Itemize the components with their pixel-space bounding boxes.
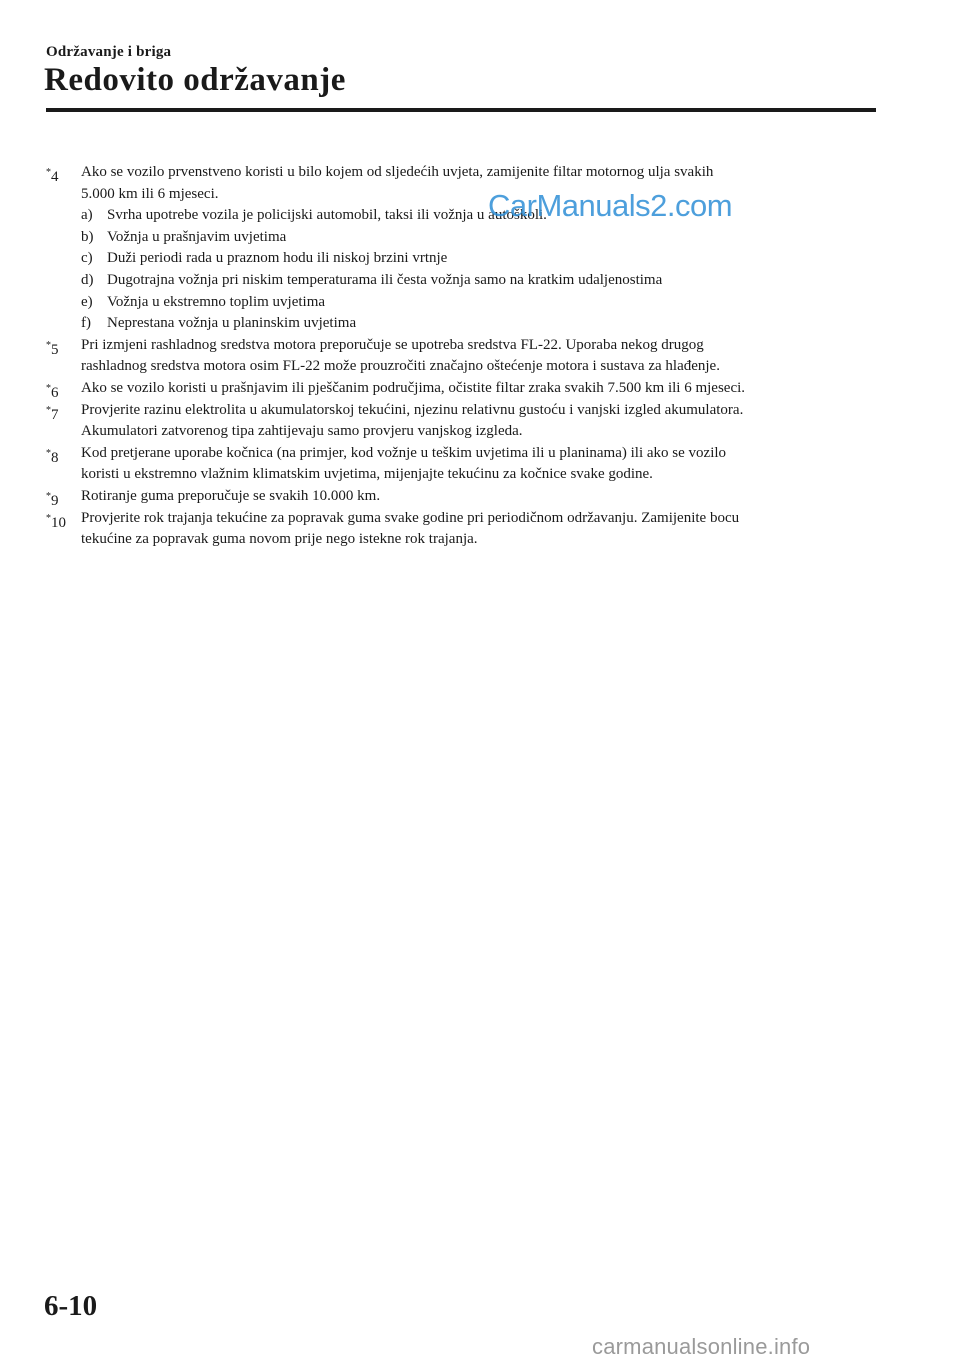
page-number: 6-10 bbox=[44, 1290, 98, 1322]
note-line: Rotiranje guma preporučuje se svakih 10.000 km. bbox=[81, 487, 381, 504]
list-item bbox=[81, 313, 876, 335]
section-label: Održavanje i briga bbox=[46, 44, 172, 60]
item-letter: b) bbox=[81, 228, 94, 245]
note-number: 5 bbox=[51, 341, 59, 358]
item-letter: f) bbox=[81, 315, 91, 332]
note-6 bbox=[46, 378, 876, 400]
item-letter: d) bbox=[81, 271, 94, 288]
note-8 bbox=[46, 443, 876, 486]
item-text: Vožnja u ekstremno toplim uvjetima bbox=[107, 293, 326, 310]
note-number: 6 bbox=[51, 384, 59, 401]
note-line: Ako se vozilo koristi u prašnjavim ili pješčanim područjima, očistite filtar zraka svakih 7.500 km ili 6 mjeseci. bbox=[81, 379, 746, 396]
item-text: Dugotrajna vožnja pri niskim temperaturama ili česta vožnja samo na kratkim udaljenostima bbox=[107, 271, 663, 288]
list-item bbox=[81, 205, 876, 227]
note-number: 7 bbox=[51, 406, 59, 423]
item-text: Svrha upotrebe vozila je policijski automobil, taksi ili vožnja u autoškoli. bbox=[107, 207, 547, 224]
item-letter: c) bbox=[81, 250, 93, 267]
item-letter: e) bbox=[81, 293, 93, 310]
item-letter: a) bbox=[81, 207, 93, 224]
asterisk-icon: * bbox=[46, 404, 51, 416]
list-item bbox=[81, 248, 876, 270]
note-line: Kod pretjerane uporabe kočnica (na primjer, kod vožnje u teškim uvjetima ili u planinama) ili ako se vozilo bbox=[81, 444, 727, 461]
asterisk-icon: * bbox=[46, 167, 51, 178]
watermark-carmanuals2: CarManuals2.com bbox=[488, 188, 733, 223]
notes-list bbox=[46, 162, 876, 551]
note-number: 4 bbox=[51, 169, 59, 185]
note-line: rashladnog sredstva motora osim FL-22 može prouzročiti značajno oštećenje motora i sustava za hlađenje. bbox=[81, 358, 720, 375]
watermark-carmanualsonline: carmanualsonline.info bbox=[592, 1334, 811, 1359]
note-number: 9 bbox=[51, 492, 59, 509]
asterisk-icon: * bbox=[46, 490, 51, 502]
note-9 bbox=[46, 486, 876, 508]
note-number: 10 bbox=[51, 514, 66, 531]
item-text: Vožnja u prašnjavim uvjetima bbox=[107, 228, 287, 245]
note-marker bbox=[46, 443, 59, 470]
note-line: 5.000 km ili 6 mjeseci. bbox=[81, 185, 219, 202]
list-item bbox=[81, 270, 876, 292]
note-line: Provjerite razinu elektrolita u akumulatorskoj tekućini, njezinu relativnu gustoću i vanjski izgled akumulatora. bbox=[81, 401, 744, 418]
title-rule bbox=[46, 108, 876, 112]
note-line: koristi u ekstremno vlažnim klimatskim uvjetima, mijenjajte tekućinu za kočnice svake godine. bbox=[81, 466, 653, 483]
asterisk-icon: * bbox=[46, 447, 51, 459]
note-5 bbox=[46, 335, 876, 378]
note-number: 8 bbox=[51, 449, 59, 466]
note-line: Ako se vozilo prvenstveno koristi u bilo kojem od sljedećih uvjeta, zamijenite filtar motornog ulja svakih bbox=[81, 164, 714, 180]
note-line: tekućine za popravak guma novom prije nego istekne rok trajanja. bbox=[81, 531, 478, 548]
note-line: Akumulatori zatvorenog tipa zahtijevaju samo provjeru vanjskog izgleda. bbox=[81, 423, 523, 440]
list-item bbox=[81, 292, 876, 314]
list-item bbox=[81, 227, 876, 249]
note-line: Provjerite rok trajanja tekućine za popravak guma svake godine pri periodičnom održavanju. Zamijenite bocu bbox=[81, 509, 740, 526]
note-line: Pri izmjeni rashladnog sredstva motora preporučuje se upotreba sredstva FL-22. Uporaba nekog drugog bbox=[81, 336, 704, 353]
note-10 bbox=[46, 508, 876, 551]
asterisk-icon: * bbox=[46, 382, 51, 394]
note-7 bbox=[46, 400, 876, 443]
note-4 bbox=[46, 162, 876, 335]
item-text: Duži periodi rada u praznom hodu ili niskoj brzini vrtnje bbox=[107, 250, 448, 267]
note-marker bbox=[46, 400, 59, 427]
asterisk-icon: * bbox=[46, 512, 51, 524]
asterisk-icon: * bbox=[46, 339, 51, 351]
note-marker bbox=[46, 335, 59, 362]
item-text: Neprestana vožnja u planinskim uvjetima bbox=[107, 315, 357, 332]
note-marker bbox=[46, 162, 59, 189]
page-title: Redovito održavanje bbox=[44, 62, 346, 98]
note-marker bbox=[46, 508, 66, 535]
